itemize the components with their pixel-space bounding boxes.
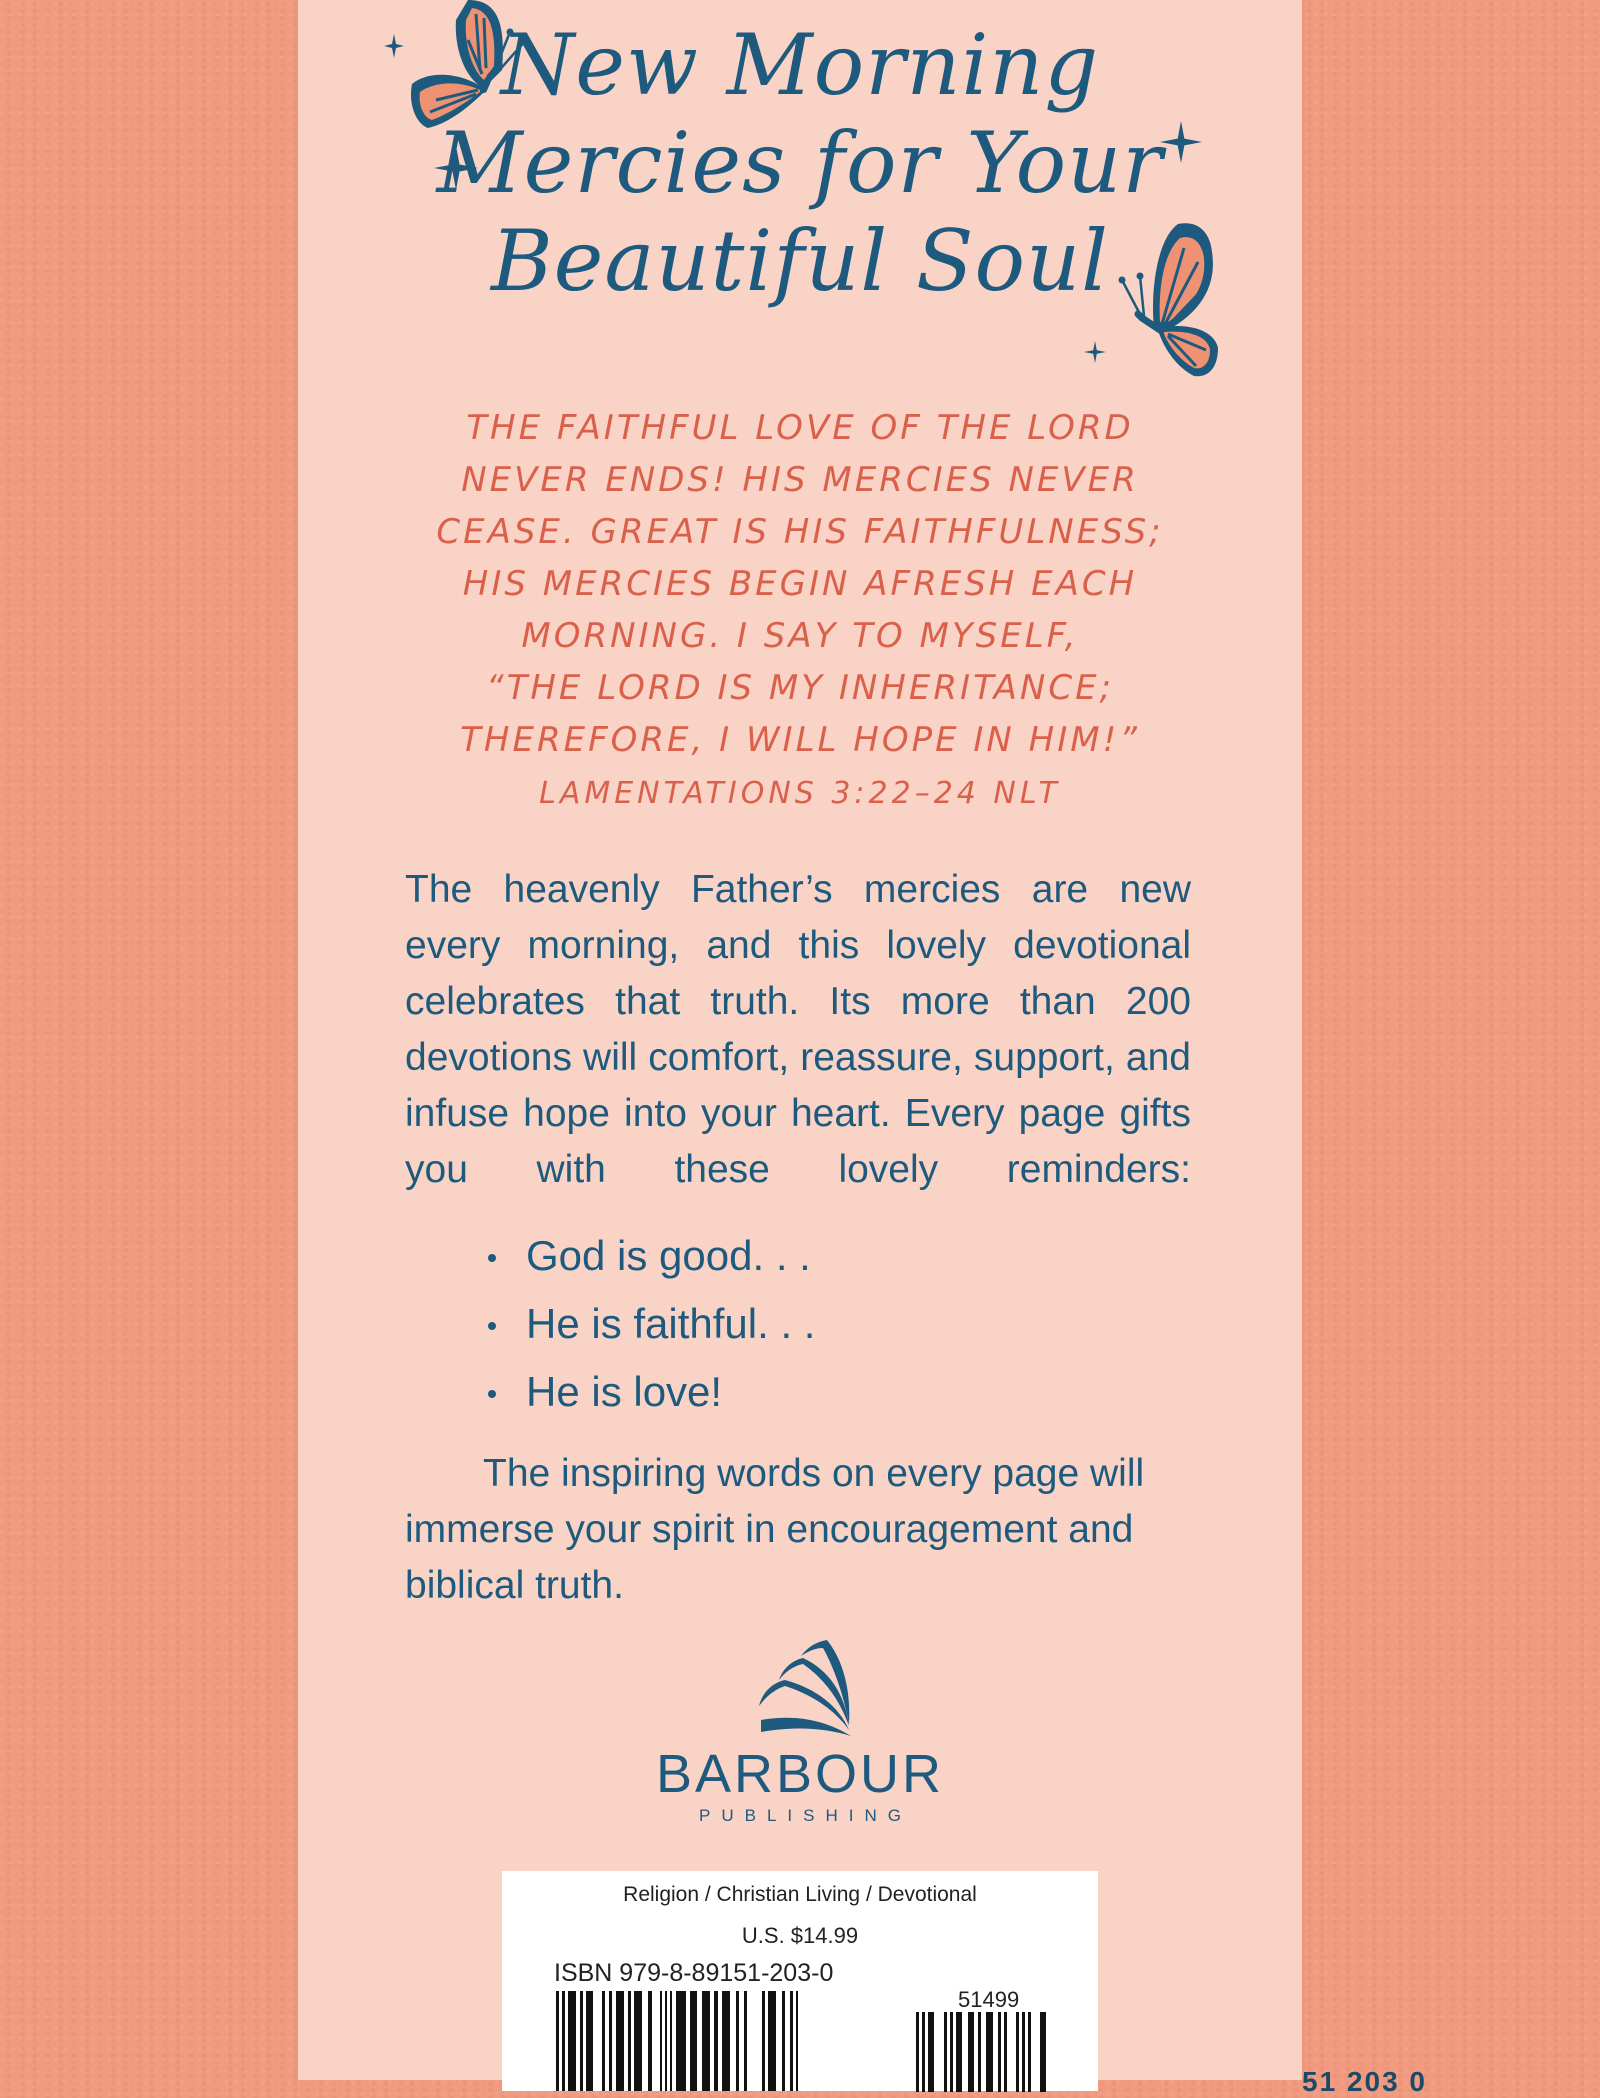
- verse-line: “THE LORD IS MY INHERITANCE;: [485, 668, 1115, 708]
- publisher-logo: [298, 1640, 1302, 1826]
- back-cover-panel: [298, 0, 1302, 2080]
- list-item: God is good. . .: [488, 1222, 815, 1290]
- isbn: ISBN 979-8-89151-203-0: [554, 1959, 834, 1987]
- verse-reference: LAMENTATIONS 3:22–24 NLT: [539, 776, 1061, 811]
- price-addon-barcode: [916, 2012, 1056, 2092]
- price-addon-code: 51499: [958, 1987, 1020, 2012]
- scripture-quote: [378, 402, 1222, 820]
- title-line: Beautiful Soul: [490, 212, 1110, 310]
- verse-line: NEVER ENDS! HIS MERCIES NEVER: [461, 460, 1139, 500]
- description-paragraph: The heavenly Father’s mercies are new every morning, and this lovely devotional celebrates that truth. Its more than 200 devotions will comfort, reassure, support, and infuse hope into your heart. Every page gifts you with these lovely reminders:: [405, 868, 1191, 1191]
- book-title: [298, 16, 1302, 310]
- closing-paragraph: [405, 1446, 1191, 1614]
- list-item: He is faithful. . .: [488, 1290, 815, 1358]
- verse-line: THE FAITHFUL LOVE OF THE LORD: [466, 408, 1134, 448]
- open-book-icon: [745, 1640, 855, 1740]
- verse-line: MORNING. I SAY TO MYSELF,: [521, 616, 1079, 656]
- isbn-barcode: [556, 1991, 828, 2091]
- price: U.S. $14.99: [741, 1923, 859, 1948]
- closing-text: The inspiring words on every page will immerse your spirit in encouragement and biblical truth.: [405, 1452, 1145, 1607]
- bisac-category: Religion / Christian Living / Devotional: [623, 1883, 977, 1906]
- verse-line: HIS MERCIES BEGIN AFRESH EACH: [462, 564, 1138, 604]
- verse-line: THEREFORE, I WILL HOPE IN HIM!”: [460, 720, 1140, 760]
- barcode-label: [502, 1871, 1098, 2091]
- list-item: He is love!: [488, 1358, 815, 1426]
- edge-isbn-fragment: 51 203 0: [1302, 2066, 1427, 2097]
- publisher-name: BARBOUR: [655, 1744, 945, 1804]
- title-line: Mercies for Your: [436, 114, 1164, 212]
- reminder-list: [488, 1222, 815, 1426]
- title-line: New Morning: [500, 16, 1100, 114]
- publisher-subtitle: PUBLISHING: [699, 1806, 912, 1825]
- verse-line: CEASE. GREAT IS HIS FAITHFULNESS;: [436, 512, 1164, 552]
